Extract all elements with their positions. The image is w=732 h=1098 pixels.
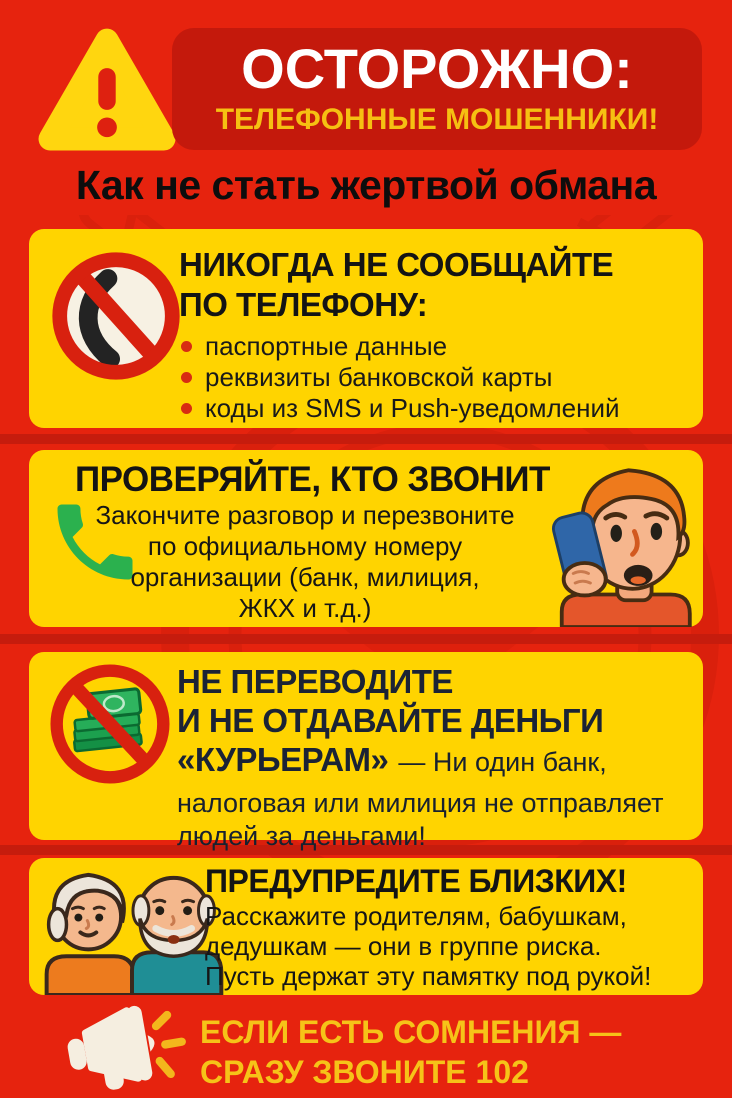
card2-body bbox=[59, 500, 551, 624]
card4-title: ПРЕДУПРЕДИТЕ БЛИЗКИХ! bbox=[205, 863, 627, 899]
no-money-icon bbox=[47, 662, 173, 786]
divider-stripe bbox=[0, 434, 732, 444]
poster-title: ОСТОРОЖНО: bbox=[241, 37, 633, 100]
bullet-dot bbox=[181, 341, 192, 352]
card3-mixed-line bbox=[177, 740, 699, 787]
elderly-couple-illustration bbox=[33, 861, 229, 995]
bullet-text: коды из SMS и Push-уведомлений bbox=[205, 393, 620, 423]
bullet-text: реквизиты банковской карты bbox=[205, 362, 553, 392]
footer-line2: СРАЗУ ЗВОНИТЕ 102 bbox=[200, 1054, 529, 1090]
poster-tagline: Как не стать жертвой обмана bbox=[75, 162, 657, 208]
card3-body-line3: людей за деньгами! bbox=[177, 821, 426, 851]
card2-body-line: организации (банк, милиция, bbox=[130, 562, 480, 592]
bullet-text: паспортные данные bbox=[205, 331, 448, 361]
bullet-dot bbox=[181, 403, 192, 414]
card2-body-line: Закончите разговор и перезвоните bbox=[95, 500, 515, 530]
card-warn-relatives bbox=[29, 858, 703, 995]
poster-subtitle: ТЕЛЕФОННЫЕ МОШЕННИКИ! bbox=[215, 103, 659, 136]
card4-body-line: дедушкам — они в группе риска. bbox=[205, 931, 602, 961]
card3-text bbox=[177, 662, 699, 853]
card-never-tell bbox=[29, 229, 703, 428]
card3-body-line2: налоговая или милиция не отправляет bbox=[177, 788, 664, 818]
card1-title-line1: НИКОГДА НЕ СООБЩАЙТЕ bbox=[179, 246, 614, 283]
card3-title-line1: НЕ ПЕРЕВОДИТЕ bbox=[177, 663, 453, 700]
card2-body-line: ЖКХ и т.д.) bbox=[238, 593, 372, 623]
bullet-dot bbox=[181, 372, 192, 383]
card1-bullet-list bbox=[181, 331, 620, 424]
card3-body-line1: — Ни один банк, bbox=[398, 747, 607, 777]
card1-title-line2: ПО ТЕЛЕФОНУ: bbox=[179, 286, 428, 324]
card-verify-caller bbox=[29, 450, 703, 627]
card4-body-line: Расскажите родителям, бабушкам, bbox=[205, 901, 627, 931]
footer-call-to-action bbox=[200, 1012, 621, 1092]
no-phone-icon bbox=[49, 249, 183, 383]
card4-body bbox=[205, 901, 651, 991]
footer-line1: ЕСЛИ ЕСТЬ СОМНЕНИЯ — bbox=[200, 1014, 622, 1050]
card2-title: ПРОВЕРЯЙТЕ, КТО ЗВОНИТ bbox=[75, 460, 550, 499]
warning-triangle-icon bbox=[36, 24, 178, 154]
divider-stripe bbox=[0, 634, 732, 644]
list-item bbox=[181, 362, 620, 393]
list-item bbox=[181, 331, 620, 362]
card-no-couriers bbox=[29, 652, 703, 851]
list-item bbox=[181, 393, 620, 424]
card2-body-line: по официальному номеру bbox=[147, 531, 463, 561]
card4-body-line: Пусть держат эту памятку под рукой! bbox=[205, 961, 652, 991]
worried-man-illustration bbox=[541, 455, 701, 627]
card3-title-line2: И НЕ ОТДАВАЙТЕ ДЕНЬГИ bbox=[177, 702, 604, 739]
megaphone-icon bbox=[50, 1004, 194, 1096]
card1-title bbox=[179, 245, 613, 326]
card3-title-emphasis: «КУРЬЕРАМ» bbox=[177, 741, 389, 778]
header-banner bbox=[172, 28, 702, 150]
